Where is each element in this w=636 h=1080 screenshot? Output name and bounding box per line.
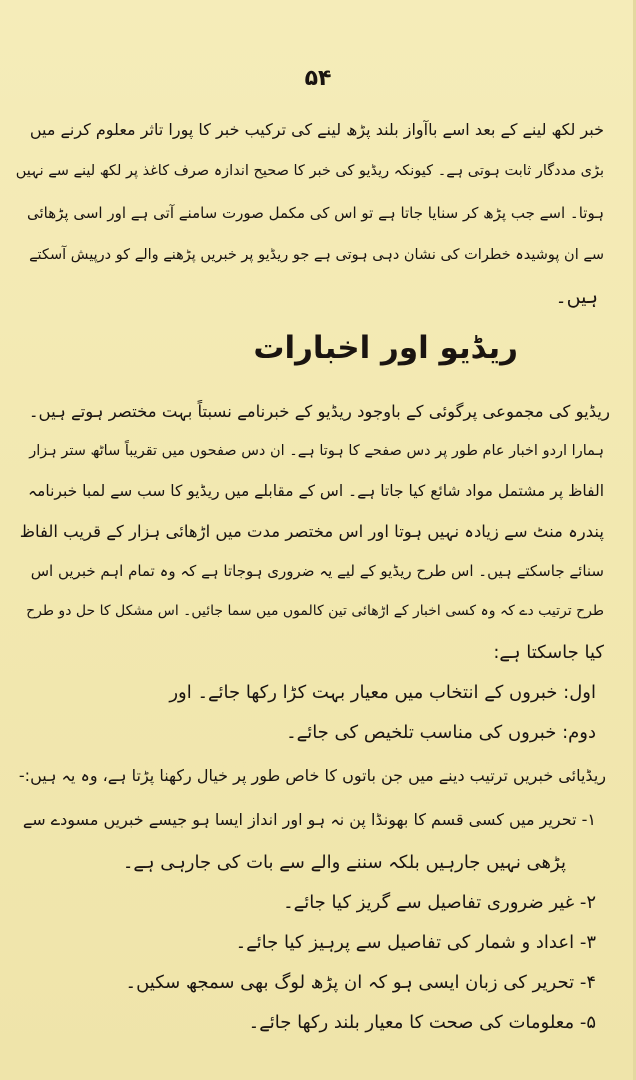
paragraph-2-line: الفاظ پر مشتمل مواد شائع کیا جاتا ہے۔ اس کے مقابلے میں ریڈیو کا سب سے لمبا خبرنامہ	[27, 482, 604, 500]
list-item: ۵- معلومات کی صحت کا معیار بلند رکھا جائے۔	[248, 1012, 596, 1033]
list-item: ۲- غیر ضروری تفاصیل سے گریز کیا جائے۔	[283, 892, 596, 913]
paragraph-2-line: پندرہ منٹ سے زیادہ نہیں ہوتا اور اس مختصر مدت میں اڑھائی ہزار کے قریب الفاظ	[19, 522, 604, 541]
paragraph-2-line: سنائے جاسکتے ہیں۔ اس طرح ریڈیو کے لیے یہ ضروری ہوجاتا ہے کہ وہ تمام اہم خبریں اس	[30, 562, 604, 580]
paragraph-2-line: ہمارا اردو اخبار عام طور پر دس صفحے کا ہوتا ہے۔ ان دس صفحوں میں تقریباً ساٹھ ستر ہزار	[29, 443, 604, 459]
option-second: دوم: خبروں کی مناسب تلخیص کی جائے۔	[286, 722, 596, 743]
list-item: ۴- تحریر کی زبان ایسی ہو کہ ان پڑھ لوگ بھی سمجھ سکیں۔	[125, 972, 596, 993]
list-item: ۱- تحریر میں کسی قسم کا بھونڈا پن نہ ہو اور انداز ایسا ہو جیسے خبریں مسودے سے	[22, 810, 596, 829]
paragraph-1-line: ہوتا۔ اسے جب پڑھ کر سنایا جاتا ہے تو اس کی مکمل صورت سامنے آتی ہے اور اسی پڑھائی	[26, 204, 604, 222]
paragraph-1-line: ہیں۔	[555, 286, 598, 308]
paragraph-1-line: بڑی مددگار ثابت ہوتی ہے۔ کیونکہ ریڈیو کی خبر کا صحیح اندازہ صرف کاغذ پر لکھ لینے سے نہیں	[15, 163, 604, 179]
section-heading: ریڈیو اور اخبارات	[253, 330, 518, 366]
paragraph-1-line: خبر لکھ لینے کے بعد اسے باآواز بلند پڑھ لینے کی ترکیب خبر کا پورا تاثر معلوم کرنے میں	[29, 120, 604, 139]
list-item: ۳- اعداد و شمار کی تفاصیل سے پرہیز کیا جائے۔	[235, 932, 596, 953]
list-intro: ریڈیائی خبریں ترتیب دینے میں جن باتوں کا خاص طور پر خیال رکھنا پڑتا ہے، وہ یہ ہیں:-	[18, 766, 606, 785]
paragraph-1-line: سے ان پوشیدہ خطرات کی نشان دہی ہوتی ہے جو ریڈیو پر خبریں پڑھنے والے کو درپیش آسکتے	[29, 247, 604, 263]
paragraph-2-line: طرح ترتیب دے کہ وہ کسی اخبار کے اڑھائی تین کالموں میں سما جائیں۔ اس مشکل کا حل دو طرح	[26, 603, 604, 619]
paragraph-2-line: ریڈیو کی مجموعی پرگوئی کے باوجود ریڈیو کے خبرنامے نسبتاً بہت مختصر ہوتے ہیں۔	[28, 402, 610, 421]
option-first: اول: خبروں کے انتخاب میں معیار بہت کڑا رکھا جائے۔ اور	[169, 682, 596, 703]
page-number: ۵۴	[304, 66, 332, 91]
list-item-continuation: پڑھی نہیں جارہیں بلکہ سننے والے سے بات کی جارہی ہے۔	[122, 852, 566, 873]
paragraph-2-line: کیا جاسکتا ہے:	[493, 642, 604, 663]
